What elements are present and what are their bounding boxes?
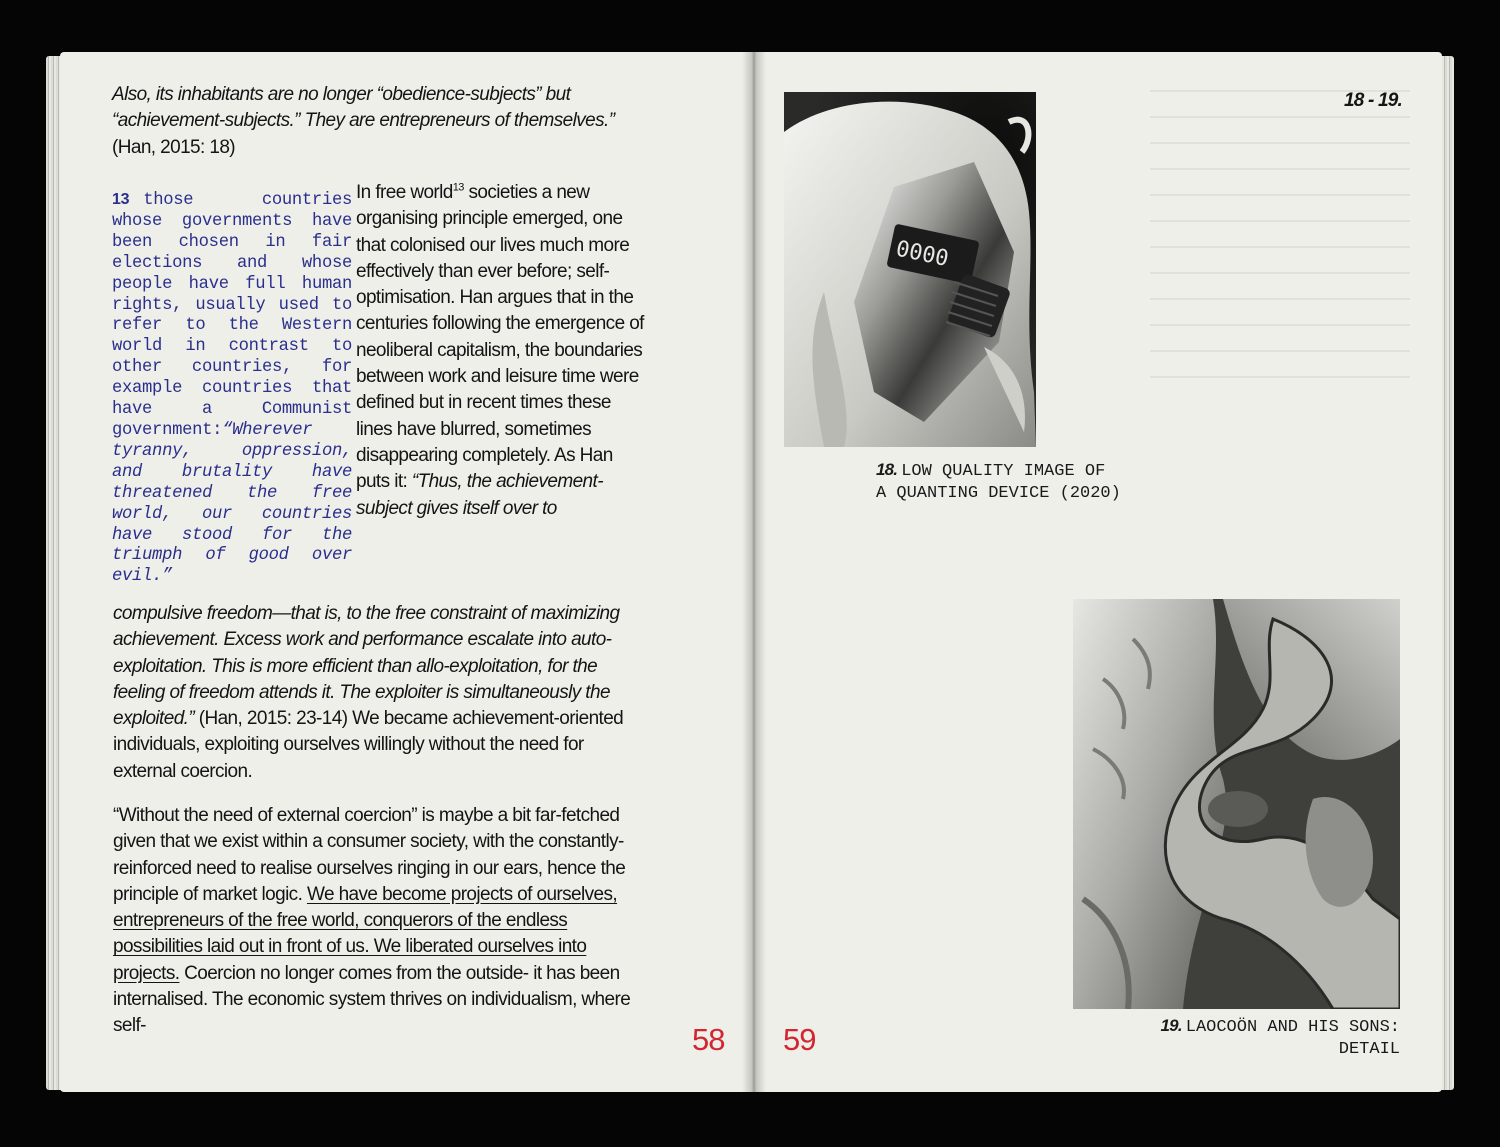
right-column-text: [356, 180, 646, 522]
han-quote-continued: compulsive freedom—that is, to the free constraint of maximizing achievement. Excess work and performance escalate into auto-exploitation. This is more efficient than allo-exploitation, for the feeling of freedom attends it. The exploiter is simultaneously the exploited.”: [113, 603, 620, 730]
column-text-start: In free world: [356, 182, 453, 203]
second-paragraph: [113, 803, 643, 1040]
figure-18-caption-line1: LOW QUALITY IMAGE OF: [901, 462, 1106, 481]
figure-18-caption-line2: A QUANTING DEVICE (2020): [876, 483, 1121, 503]
section-marker: 18 - 19.: [1344, 90, 1403, 111]
column-quote-start: “Thus, the achievement-subject gives itself over to: [356, 471, 603, 519]
tally-counter-illustration: [784, 92, 1036, 447]
page-number-right: 59: [783, 1022, 816, 1057]
page-number-left: 58: [692, 1022, 725, 1057]
ink-show-through: [1150, 90, 1410, 390]
footnote-number: 13: [112, 191, 130, 208]
paragraph2-end: Coercion no longer comes from the outside- it has been internalised. The economic system thrives on individualism, where self-: [113, 962, 631, 1037]
figure-19-number: 19.: [1160, 1016, 1182, 1035]
figure-18-caption: [876, 459, 1146, 504]
footnote-text: those countries whose governments have been chosen in fair elections and whose people have full human rights, usually used to refer to the Western world in contrast to other countries, for example countries that have a Communist government:: [112, 191, 352, 440]
counter-digits: 0000: [893, 236, 951, 272]
opening-quote-citation: (Han, 2015: 18): [112, 136, 236, 158]
tally-counter-photo: [784, 92, 1036, 447]
full-width-paragraph: [113, 601, 643, 785]
footnote-reference: 13: [452, 181, 464, 194]
paragraph2-start: “Without the need of external coercion” is maybe a bit far-fetched given that we exist within a consumer society, with the constantly-reinforced need to realise ourselves ringing in our ears, hence the principle of market logic.: [113, 805, 626, 905]
laocoon-statue-illustration: [1073, 599, 1400, 1009]
figure-19-caption: [1100, 1015, 1400, 1060]
underlined-passage: We have become projects of ourselves, entrepreneurs of the free world, conquerors of the endless possibilities laid out in front of us. We liberated ourselves into projects.: [113, 883, 618, 984]
han-quote-citation: (Han, 2015: 23-14): [194, 708, 348, 730]
footnote-13: [112, 190, 352, 588]
book-gutter: [742, 52, 766, 1092]
footnote-quote: “Wherever tyranny, oppression, and brutality have threatened the free world, our countries have stood for the triumph of good over evil.”: [112, 420, 352, 587]
opening-quote: [112, 82, 642, 161]
paragraph-conclusion: We became achievement-oriented individuals, exploiting ourselves willingly without the need for external coercion.: [113, 708, 624, 782]
column-text-body: societies a new organising principle emerged, one that colonised our lives much more effectively than ever before; self-optimisation. Han argues that in the centuries following the emergence of neoliberal capitalism, the boundaries between work and leisure time were defined but in recent times these lines have blurred, sometimes disappearing completely. As Han puts it:: [356, 182, 644, 493]
laocoon-statue-photo: [1073, 599, 1400, 1009]
figure-19-caption-text: LAOCOÖN AND HIS SONS: DETAIL: [1185, 1018, 1400, 1059]
opening-quote-text: Also, its inhabitants are no longer “obedience-subjects” but “achievement-subjects.” They are entrepreneurs of themselves.”: [112, 84, 615, 132]
figure-18-number: 18.: [876, 460, 898, 479]
